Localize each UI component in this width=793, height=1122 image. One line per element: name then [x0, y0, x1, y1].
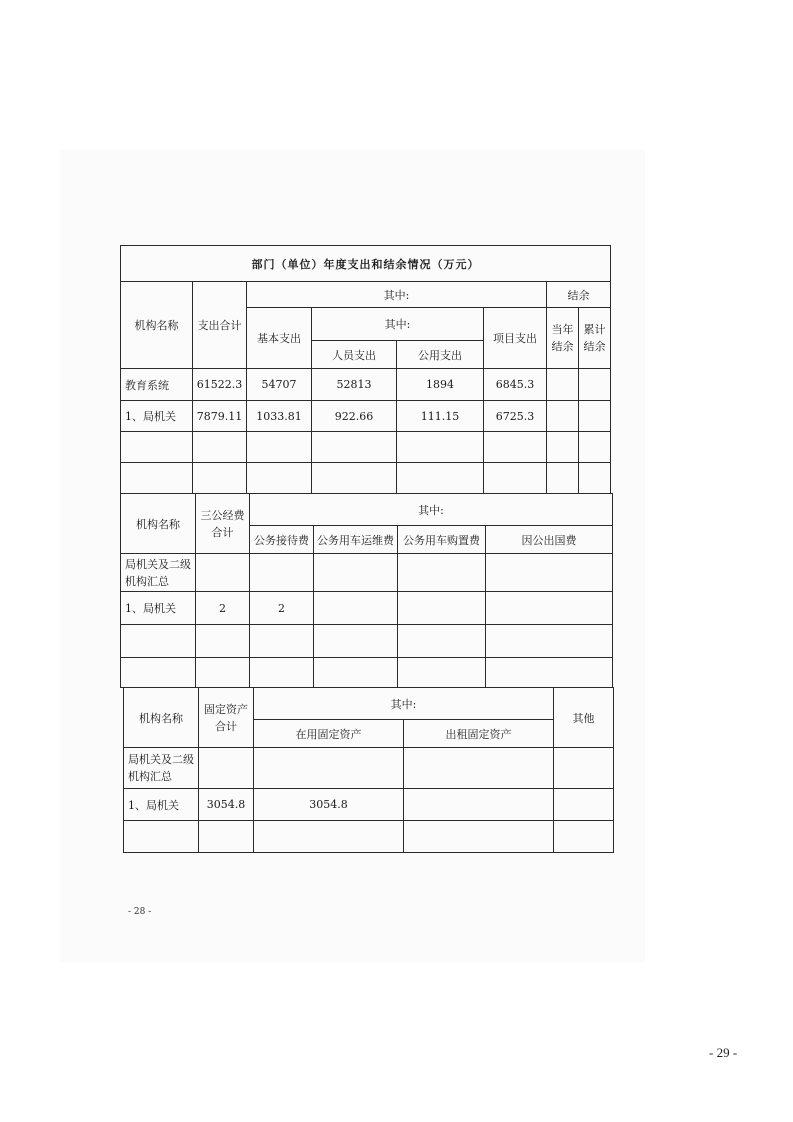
header-total: 固定资产合计 — [199, 688, 254, 748]
fixed-assets-table — [123, 687, 614, 853]
header-org: 机构名称 — [121, 282, 193, 369]
table-row: 1、局机关 2 2 — [121, 592, 613, 625]
header-org: 机构名称 — [124, 688, 199, 748]
table-row: 教育系统 61522.3 54707 52813 1894 6845.3 — [121, 369, 611, 401]
header-basic: 基本支出 — [247, 308, 312, 369]
header-total: 三公经费合计 — [196, 494, 250, 554]
header-abroad: 因公出国费 — [486, 526, 613, 554]
header-car-ops: 公务用车运维费 — [314, 526, 398, 554]
header-public: 公用支出 — [397, 341, 484, 369]
header-in-use: 在用固定资产 — [254, 720, 404, 748]
three-public-expenses-table — [120, 493, 613, 688]
header-cur-year-surplus: 当年结余 — [547, 308, 579, 369]
inner-page-number: - 28 - — [128, 907, 152, 917]
table-row — [121, 463, 611, 494]
header-total: 支出合计 — [193, 282, 247, 369]
header-project: 项目支出 — [484, 308, 547, 369]
header-leased: 出租固定资产 — [404, 720, 554, 748]
table-row: 局机关及二级机构汇总 — [124, 748, 614, 789]
table-row — [121, 432, 611, 463]
header-personnel: 人员支出 — [312, 341, 397, 369]
header-reception: 公务接待费 — [250, 526, 314, 554]
table-title: 部门（单位）年度支出和结余情况（万元） — [121, 246, 611, 282]
table-row: 1、局机关 3054.8 3054.8 — [124, 789, 614, 821]
expenditure-table — [120, 245, 611, 494]
header-other: 其他 — [554, 688, 614, 748]
header-org: 机构名称 — [121, 494, 196, 554]
header-cum-surplus: 累计结余 — [579, 308, 611, 369]
header-car-purchase: 公务用车购置费 — [398, 526, 486, 554]
page-number: - 29 - — [709, 1045, 738, 1060]
header-among: 其中: — [254, 688, 554, 720]
table-row — [121, 625, 613, 658]
header-surplus: 结余 — [547, 282, 611, 308]
header-among: 其中: — [247, 282, 547, 308]
header-among-2: 其中: — [312, 308, 484, 341]
table-row: 1、局机关 7879.11 1033.81 922.66 111.15 6725.3 — [121, 401, 611, 432]
table-row: 局机关及二级机构汇总 — [121, 554, 613, 592]
table-row — [121, 658, 613, 688]
table-row — [124, 821, 614, 853]
header-among: 其中: — [250, 494, 613, 526]
